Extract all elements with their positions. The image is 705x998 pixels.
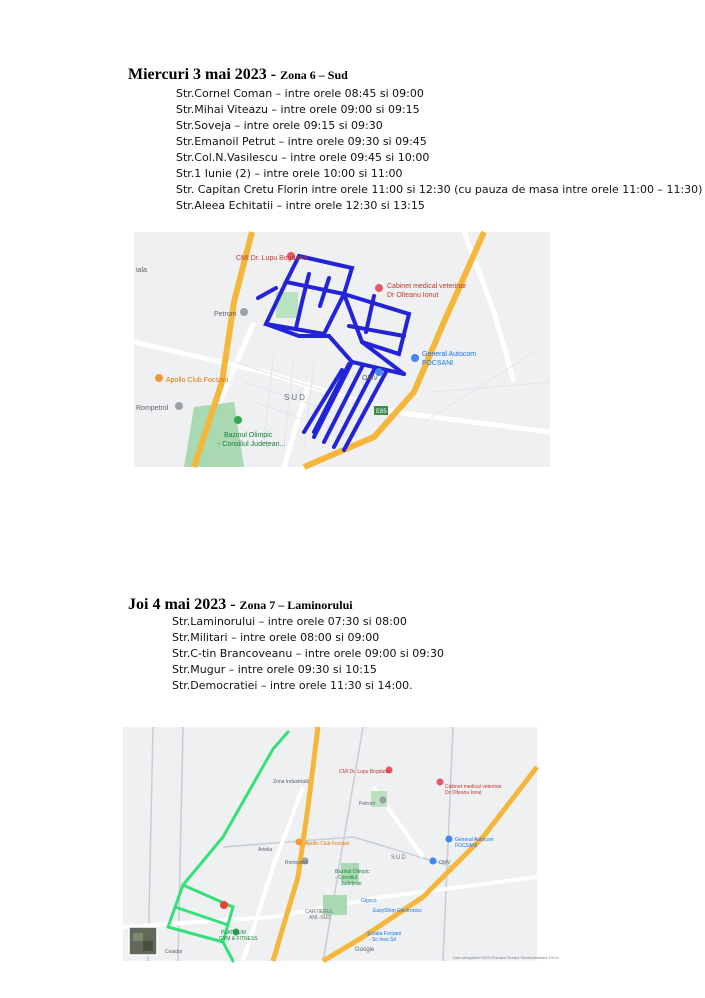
map-label: EasyShop Electronics: [373, 908, 422, 914]
map-label: Gipsco: [361, 898, 377, 904]
map-label: GYM & FITNESS: [219, 936, 258, 942]
map-label: - Sc Inos Srl: [369, 937, 397, 943]
street-line: Str.1 Iunie (2) – intre orele 10:00 si 11:00: [176, 167, 403, 180]
map-label: - Consiliul Județean...: [218, 441, 286, 448]
map-label: SUD: [284, 393, 307, 402]
map-label: Google: [355, 947, 375, 953]
day2-street-list: [172, 614, 444, 694]
map-label: General Autocom: [422, 351, 477, 358]
street-line: Str.Mugur – intre orele 09:30 si 10:15: [172, 663, 377, 676]
day2-zone: Zona 7 – Laminorului: [239, 598, 353, 612]
map-label: General Autocom: [455, 837, 494, 843]
day2-date: Joi 4 mai 2023 -: [128, 596, 240, 613]
map-label: Apollo Club Focsani: [166, 377, 229, 384]
map-label: Dr Olteanu Ionut: [445, 790, 482, 796]
street-line: Str.Emanoil Petrut – intre orele 09:30 si 09:45: [176, 135, 427, 148]
day1-street-list: [176, 86, 702, 214]
street-line: Str.Laminorului – intre orele 07:30 si 08:00: [172, 615, 407, 628]
day1-route-map[interactable]: [134, 232, 550, 467]
map-label: Petrom: [359, 801, 376, 807]
map-label: ANL-SUD: [309, 915, 331, 921]
map-label: OMV: [362, 375, 378, 382]
map-label: Bazinul Olimpic: [224, 432, 273, 439]
map-label: Artelia: [258, 847, 273, 853]
street-line: Str.Democratiei – intre orele 11:30 si 14:00.: [172, 679, 413, 692]
day1-map-canvas: [134, 232, 550, 467]
map-label: Rompetrol: [136, 405, 169, 412]
map-label: Zona Industrială: [273, 779, 309, 785]
street-line: Str. Capitan Cretu Florin intre orele 11:00 si 12:30 (cu pauza de masa intre orele 11:00 – 11:30): [176, 183, 703, 196]
street-line: Str.Cornel Coman – intre orele 08:45 si 09:00: [176, 87, 424, 100]
map-label: Județean: [341, 881, 362, 887]
day1-zone: Zona 6 – Sud: [280, 68, 348, 82]
street-line: Str.Aleea Echitatii – intre orele 12:30 si 13:15: [176, 199, 425, 212]
map-label: Rompetrol: [285, 860, 309, 866]
map-label: CMI Dr. Lupu Bogdana: [339, 769, 390, 775]
map-label: Petrom: [214, 311, 237, 318]
map-label: Bazinul Olimpic: [335, 869, 370, 875]
day2-heading: [128, 596, 353, 614]
map-label: SUD: [391, 855, 407, 861]
street-line: Str.C-tin Brancoveanu – intre orele 09:00 si 09:30: [172, 647, 444, 660]
map-label: Apollo Club Focsani: [305, 841, 350, 847]
street-line: Str.Col.N.Vasilescu – intre orele 09:45 si 10:00: [176, 151, 430, 164]
day2-route-map[interactable]: [123, 727, 559, 961]
map-label: E85: [376, 409, 387, 415]
map-label: PLATINUM: [221, 930, 246, 936]
street-line: Str.Militari – intre orele 08:00 si 09:00: [172, 631, 380, 644]
street-line: Str.Soveja – intre orele 09:15 si 09:30: [176, 119, 383, 132]
map-label: Cabinet medical veterinar: [445, 784, 502, 790]
map-label: Cabinet medical veterinar: [387, 283, 467, 290]
street-line: Str.Mihai Viteazu – intre orele 09:00 si 09:15: [176, 103, 420, 116]
map-label: Ceaidar: [165, 949, 183, 955]
map-label: Dr Olteanu Ionut: [387, 292, 439, 299]
map-label: OMV: [439, 860, 451, 866]
day1-heading: [128, 66, 348, 84]
map-label: CMI Dr. Lupu Bogdana: [236, 255, 308, 262]
map-label: Școala Focșani: [367, 931, 402, 937]
map-label: CARTIERUL: [305, 909, 334, 915]
map-attribution: Date cartografice ©2023 Romania Termeni Trimiteți feedback 100 m: [453, 956, 559, 960]
map-label: FOCSANI: [455, 843, 478, 849]
map-label: FOCSANI: [422, 360, 454, 367]
map-label: - Consiliul: [335, 875, 357, 881]
day2-map-canvas: [123, 727, 559, 961]
map-label: iala: [136, 267, 147, 274]
day1-date: Miercuri 3 mai 2023 -: [128, 66, 281, 83]
